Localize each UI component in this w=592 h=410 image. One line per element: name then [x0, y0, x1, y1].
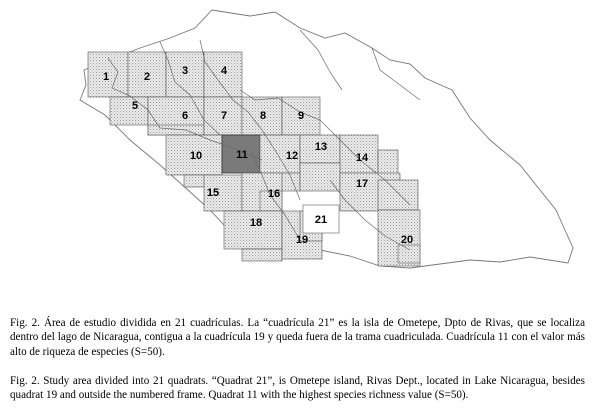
quadrat-20-cell — [398, 245, 420, 263]
quadrat-label-13: 13 — [314, 141, 328, 153]
quadrat-label-6: 6 — [181, 110, 189, 122]
quadrat-label-15: 15 — [206, 187, 220, 199]
quadrat-label-11: 11 — [236, 149, 248, 161]
quadrat-17-cell — [378, 180, 418, 210]
quadrat-label-9: 9 — [297, 110, 305, 122]
quadrat-label-17: 17 — [355, 178, 369, 190]
quadrat-label-3: 3 — [181, 65, 189, 77]
quadrat-label-20: 20 — [400, 234, 414, 246]
figure-caption-english: Fig. 2. Study area divided into 21 quadrats. “Quadrat 21”, is Ometepe island, Rivas Dept., located in Lake Nicaragua, besides quadrat 19 and outside the numbered frame. Quadrat 11 with the highest species richness value (S=50). — [10, 375, 585, 402]
quadrat-label-1: 1 — [102, 71, 110, 83]
quadrat-label-21: 21 — [314, 214, 328, 226]
quadrat-label-19: 19 — [295, 234, 309, 246]
quadrat-label-16: 16 — [267, 188, 281, 200]
quadrat-17-cell — [300, 163, 340, 191]
quadrat-label-8: 8 — [259, 110, 267, 122]
quadrat-5-cell — [110, 97, 148, 125]
quadrat-18-cell — [242, 249, 282, 261]
quadrat-6-cell — [148, 125, 204, 135]
quadrat-label-18: 18 — [249, 217, 263, 229]
quadrat-label-10: 10 — [189, 150, 203, 162]
quadrat-label-2: 2 — [143, 71, 151, 83]
figure-caption-spanish: Fig. 2. Área de estudio dividida en 21 cuadrículas. La “cuadrícula 21” es la isla de Ometepe, Dpto de Rivas, que se localiza dentro del lago de Nicaragua, contigua a la cuadrícula 19 y queda fuera de la trama cuadriculada. Cuadrícula 11 con el valor más alto de riqueza de especies (S=50). — [10, 317, 585, 358]
quadrat-label-4: 4 — [220, 65, 228, 77]
quadrat-label-5: 5 — [131, 100, 139, 112]
quadrat-label-12: 12 — [285, 150, 299, 162]
quadrat-label-14: 14 — [355, 152, 369, 164]
quadrat-label-7: 7 — [220, 110, 228, 122]
